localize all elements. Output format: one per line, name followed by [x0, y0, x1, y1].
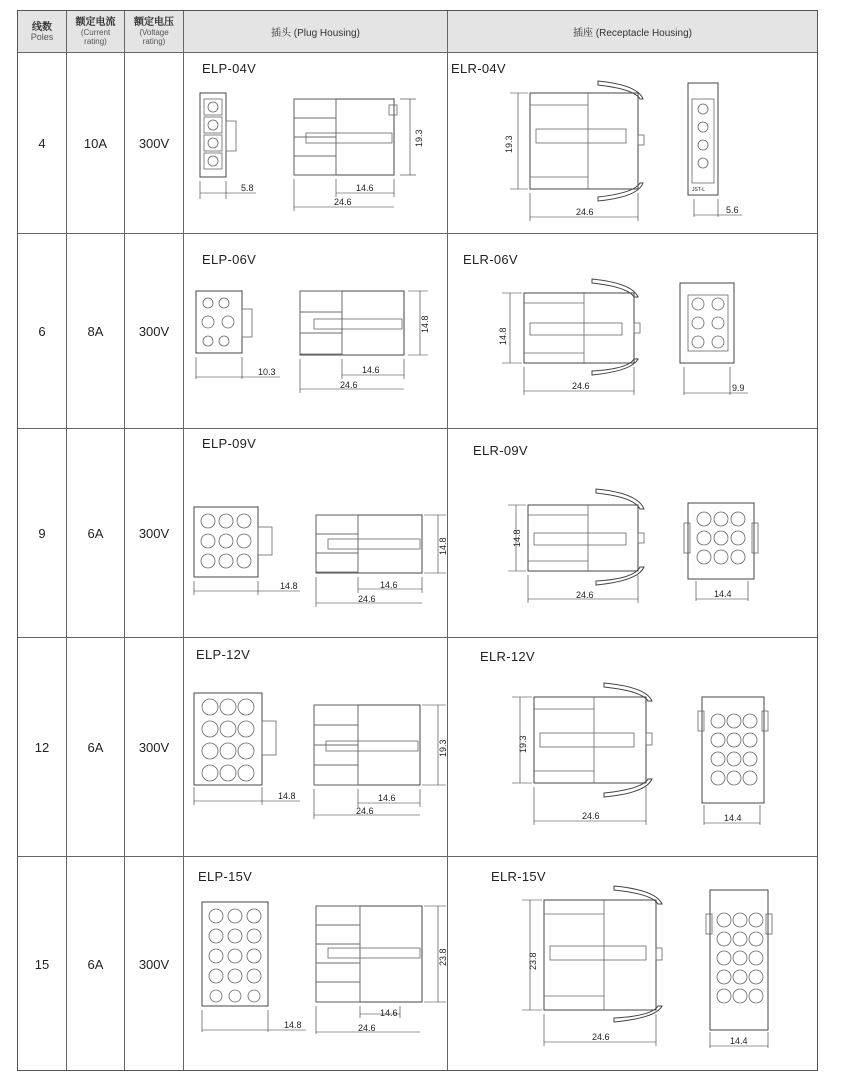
receptacle-front-width-label: 14.4 [724, 813, 742, 823]
receptacle-drawing [448, 71, 816, 231]
receptacle-model-label: ELR-09V [473, 443, 528, 458]
receptacle-side-length-label: 24.6 [592, 1032, 610, 1042]
plug-drawing [184, 886, 446, 1066]
plug-side-long-label: 24.6 [358, 594, 376, 604]
receptacle-front-width-label: 9.9 [732, 383, 745, 393]
row-voltage: 300V [138, 323, 170, 339]
receptacle-side-length-label: 24.6 [576, 207, 594, 217]
plug-front-width-label: 10.3 [258, 367, 276, 377]
header-voltage-en-2: rating) [142, 37, 166, 46]
header-voltage-zh: 额定电压 [134, 17, 174, 28]
receptacle-model-label: ELR-04V [451, 61, 506, 76]
header-plug-label: 插头 (Plug Housing) [271, 28, 360, 39]
plug-front-view [194, 507, 300, 595]
plug-side-short-label: 14.6 [378, 793, 396, 803]
row-voltage: 300V [138, 135, 170, 151]
plug-drawing [184, 461, 446, 631]
plug-height-label: 19.3 [414, 129, 424, 147]
header-poles-en: Poles [30, 31, 54, 42]
receptacle-drawing [448, 271, 816, 421]
plug-side-view [300, 291, 430, 393]
receptacle-side-length-label: 24.6 [572, 381, 590, 391]
row-current: 6A [87, 525, 104, 541]
header-current-en-2: rating) [84, 37, 107, 46]
receptacle-front-view [698, 697, 768, 825]
plug-side-view [294, 99, 424, 211]
row-current: 10A [83, 135, 108, 151]
receptacle-model-label: ELR-15V [491, 869, 546, 884]
plug-height-label: 14.8 [420, 315, 430, 333]
header-current-en-1: (Current [80, 28, 111, 37]
row-voltage: 300V [138, 525, 170, 541]
plug-model-label: ELP-15V [198, 869, 253, 884]
receptacle-side-view [522, 886, 662, 1046]
plug-model-label: ELP-06V [202, 252, 257, 267]
plug-model-label: ELP-12V [196, 647, 251, 662]
row-voltage: 300V [138, 956, 170, 972]
header-voltage [125, 11, 183, 52]
plug-side-short-label: 14.6 [356, 183, 374, 193]
header-voltage-en-1: (Voltage [139, 28, 169, 37]
receptacle-side-height-label: 14.8 [512, 529, 522, 547]
plug-side-view [314, 705, 448, 819]
plug-side-short-label: 14.6 [380, 580, 398, 590]
receptacle-front-width-label: 14.4 [714, 589, 732, 599]
row-poles: 12 [34, 739, 50, 755]
plug-drawing [184, 271, 446, 421]
receptacle-front-width-label: 14.4 [730, 1036, 748, 1046]
receptacle-side-height-label: 14.8 [498, 327, 508, 345]
plug-side-long-label: 24.6 [340, 380, 358, 390]
receptacle-drawing [448, 886, 816, 1066]
receptacle-side-view [508, 489, 644, 603]
header-plug [184, 11, 447, 52]
receptacle-side-length-label: 24.6 [582, 811, 600, 821]
plug-front-view [196, 291, 280, 379]
header-poles-zh: 线数 [32, 21, 52, 33]
receptacle-side-height-label: 23.8 [528, 952, 538, 970]
plug-front-width-label: 5.8 [241, 183, 254, 193]
header-current [67, 11, 124, 52]
row-poles: 9 [38, 525, 46, 541]
connector-spec-table [17, 10, 818, 1071]
plug-front-width-label: 14.8 [284, 1020, 302, 1030]
plug-front-view [202, 902, 306, 1032]
receptacle-front-view [684, 503, 758, 601]
plug-drawing [184, 71, 446, 231]
receptacle-model-label: ELR-12V [480, 649, 535, 664]
row-voltage: 300V [138, 739, 170, 755]
plug-front-width-label: 14.8 [278, 791, 296, 801]
receptacle-model-label: ELR-06V [463, 252, 518, 267]
receptacle-side-view [504, 81, 644, 221]
receptacle-front-width-label: 5.6 [726, 205, 739, 215]
header-receptacle-label: 插座 (Receptacle Housing) [573, 28, 692, 39]
plug-model-label: ELP-09V [202, 436, 257, 451]
receptacle-side-height-label: 19.3 [518, 735, 528, 753]
plug-side-view [316, 515, 448, 607]
row-current: 8A [87, 323, 104, 339]
row-current: 6A [87, 739, 104, 755]
receptacle-front-view [680, 283, 748, 395]
receptacle-side-height-label: 19.3 [504, 135, 514, 153]
plug-side-view [316, 906, 448, 1034]
plug-side-short-label: 14.6 [380, 1008, 398, 1018]
plug-front-view [194, 693, 300, 805]
plug-model-label: ELP-04V [202, 61, 257, 76]
row-poles: 6 [38, 323, 46, 339]
plug-side-long-label: 24.6 [358, 1023, 376, 1033]
receptacle-front-mark: JST-L [692, 187, 706, 193]
receptacle-side-length-label: 24.6 [576, 590, 594, 600]
plug-side-long-label: 24.6 [356, 806, 374, 816]
plug-height-label: 14.8 [438, 537, 448, 555]
receptacle-front-view [688, 83, 742, 217]
row-poles: 4 [38, 135, 46, 151]
row-poles: 15 [34, 956, 50, 972]
receptacle-drawing [448, 671, 816, 851]
receptacle-side-view [498, 279, 640, 395]
receptacle-drawing [448, 461, 816, 631]
plug-side-long-label: 24.6 [334, 197, 352, 207]
header-current-zh: 额定电流 [75, 17, 116, 28]
plug-height-label: 19.3 [438, 739, 448, 757]
receptacle-side-view [512, 683, 652, 825]
row-current: 6A [87, 956, 104, 972]
plug-height-label: 23.8 [438, 948, 448, 966]
receptacle-front-view [706, 890, 772, 1048]
plug-drawing [184, 671, 446, 851]
plug-front-width-label: 14.8 [280, 581, 298, 591]
plug-side-short-label: 14.6 [362, 365, 380, 375]
plug-front-view [200, 93, 256, 199]
header-receptacle [448, 11, 817, 52]
header-poles [18, 11, 66, 52]
